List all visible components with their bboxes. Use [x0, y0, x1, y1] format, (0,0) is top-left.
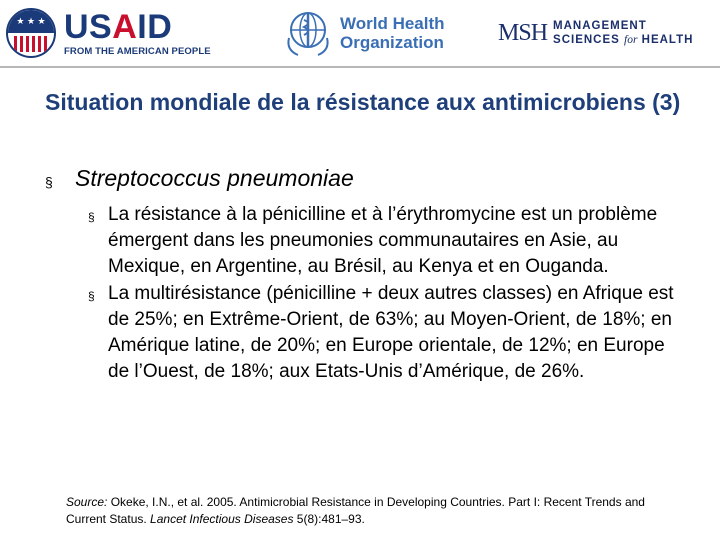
msh-wordmark: MANAGEMENT SCIENCES for HEALTH [553, 20, 694, 46]
who-logo [284, 6, 445, 60]
who-wordmark: World Health Organization [340, 14, 445, 52]
slide-title: Situation mondiale de la résistance aux antimicrobiens (3) [45, 89, 681, 115]
bullet-marker: § [88, 210, 95, 224]
usaid-wordmark: USAID [64, 7, 173, 46]
source-journal: Lancet Infectious Diseases [150, 512, 294, 526]
source-label: Source: [66, 495, 108, 509]
sub-bullet-text: La résistance à la pénicilline et à l’érythromycine est un problème émergent dans les pneumonies communautaires en Asie, au Mexique, en Argentine, au Brésil, au Kenya et en Ouganda. [108, 204, 658, 278]
msh-logo [498, 6, 693, 60]
who-emblem-icon [284, 8, 332, 58]
sub-bullet-text: La multirésistance (pénicilline + deux autres classes) en Afrique est de 25%; en Extrême-Orient, de 63%; au Moyen-Orient, de 18%; en Amérique latine, de 20%; en Europe orientale, de 12%; en Europe de l’Ouest, de 18%; aux Etats-Unis d’Amérique, de 26%. [108, 282, 674, 383]
usaid-seal-icon: ★ ★ ★ [6, 8, 56, 58]
msh-mark: MSH [498, 19, 548, 46]
main-bullet-text: Streptococcus pneumoniae [75, 165, 354, 191]
bullet-marker: § [45, 174, 53, 190]
sub-bullet [88, 202, 688, 281]
source-authors: Okeke, I.N., et al. 2005. Antimicrobial Resistance in Developing Countries. Part I: Recent Trends and Current Status. [66, 495, 645, 526]
sub-bullet [88, 281, 688, 386]
header-divider [0, 66, 720, 68]
usaid-tagline: FROM THE AMERICAN PEOPLE [64, 45, 211, 57]
usaid-logo [6, 6, 211, 60]
source-reference: 5(8):481–93. [293, 512, 365, 526]
header-logos [0, 0, 720, 66]
sub-bullet-list [88, 202, 688, 385]
main-bullet [45, 164, 354, 192]
source-citation [66, 494, 666, 528]
bullet-marker: § [88, 288, 95, 303]
